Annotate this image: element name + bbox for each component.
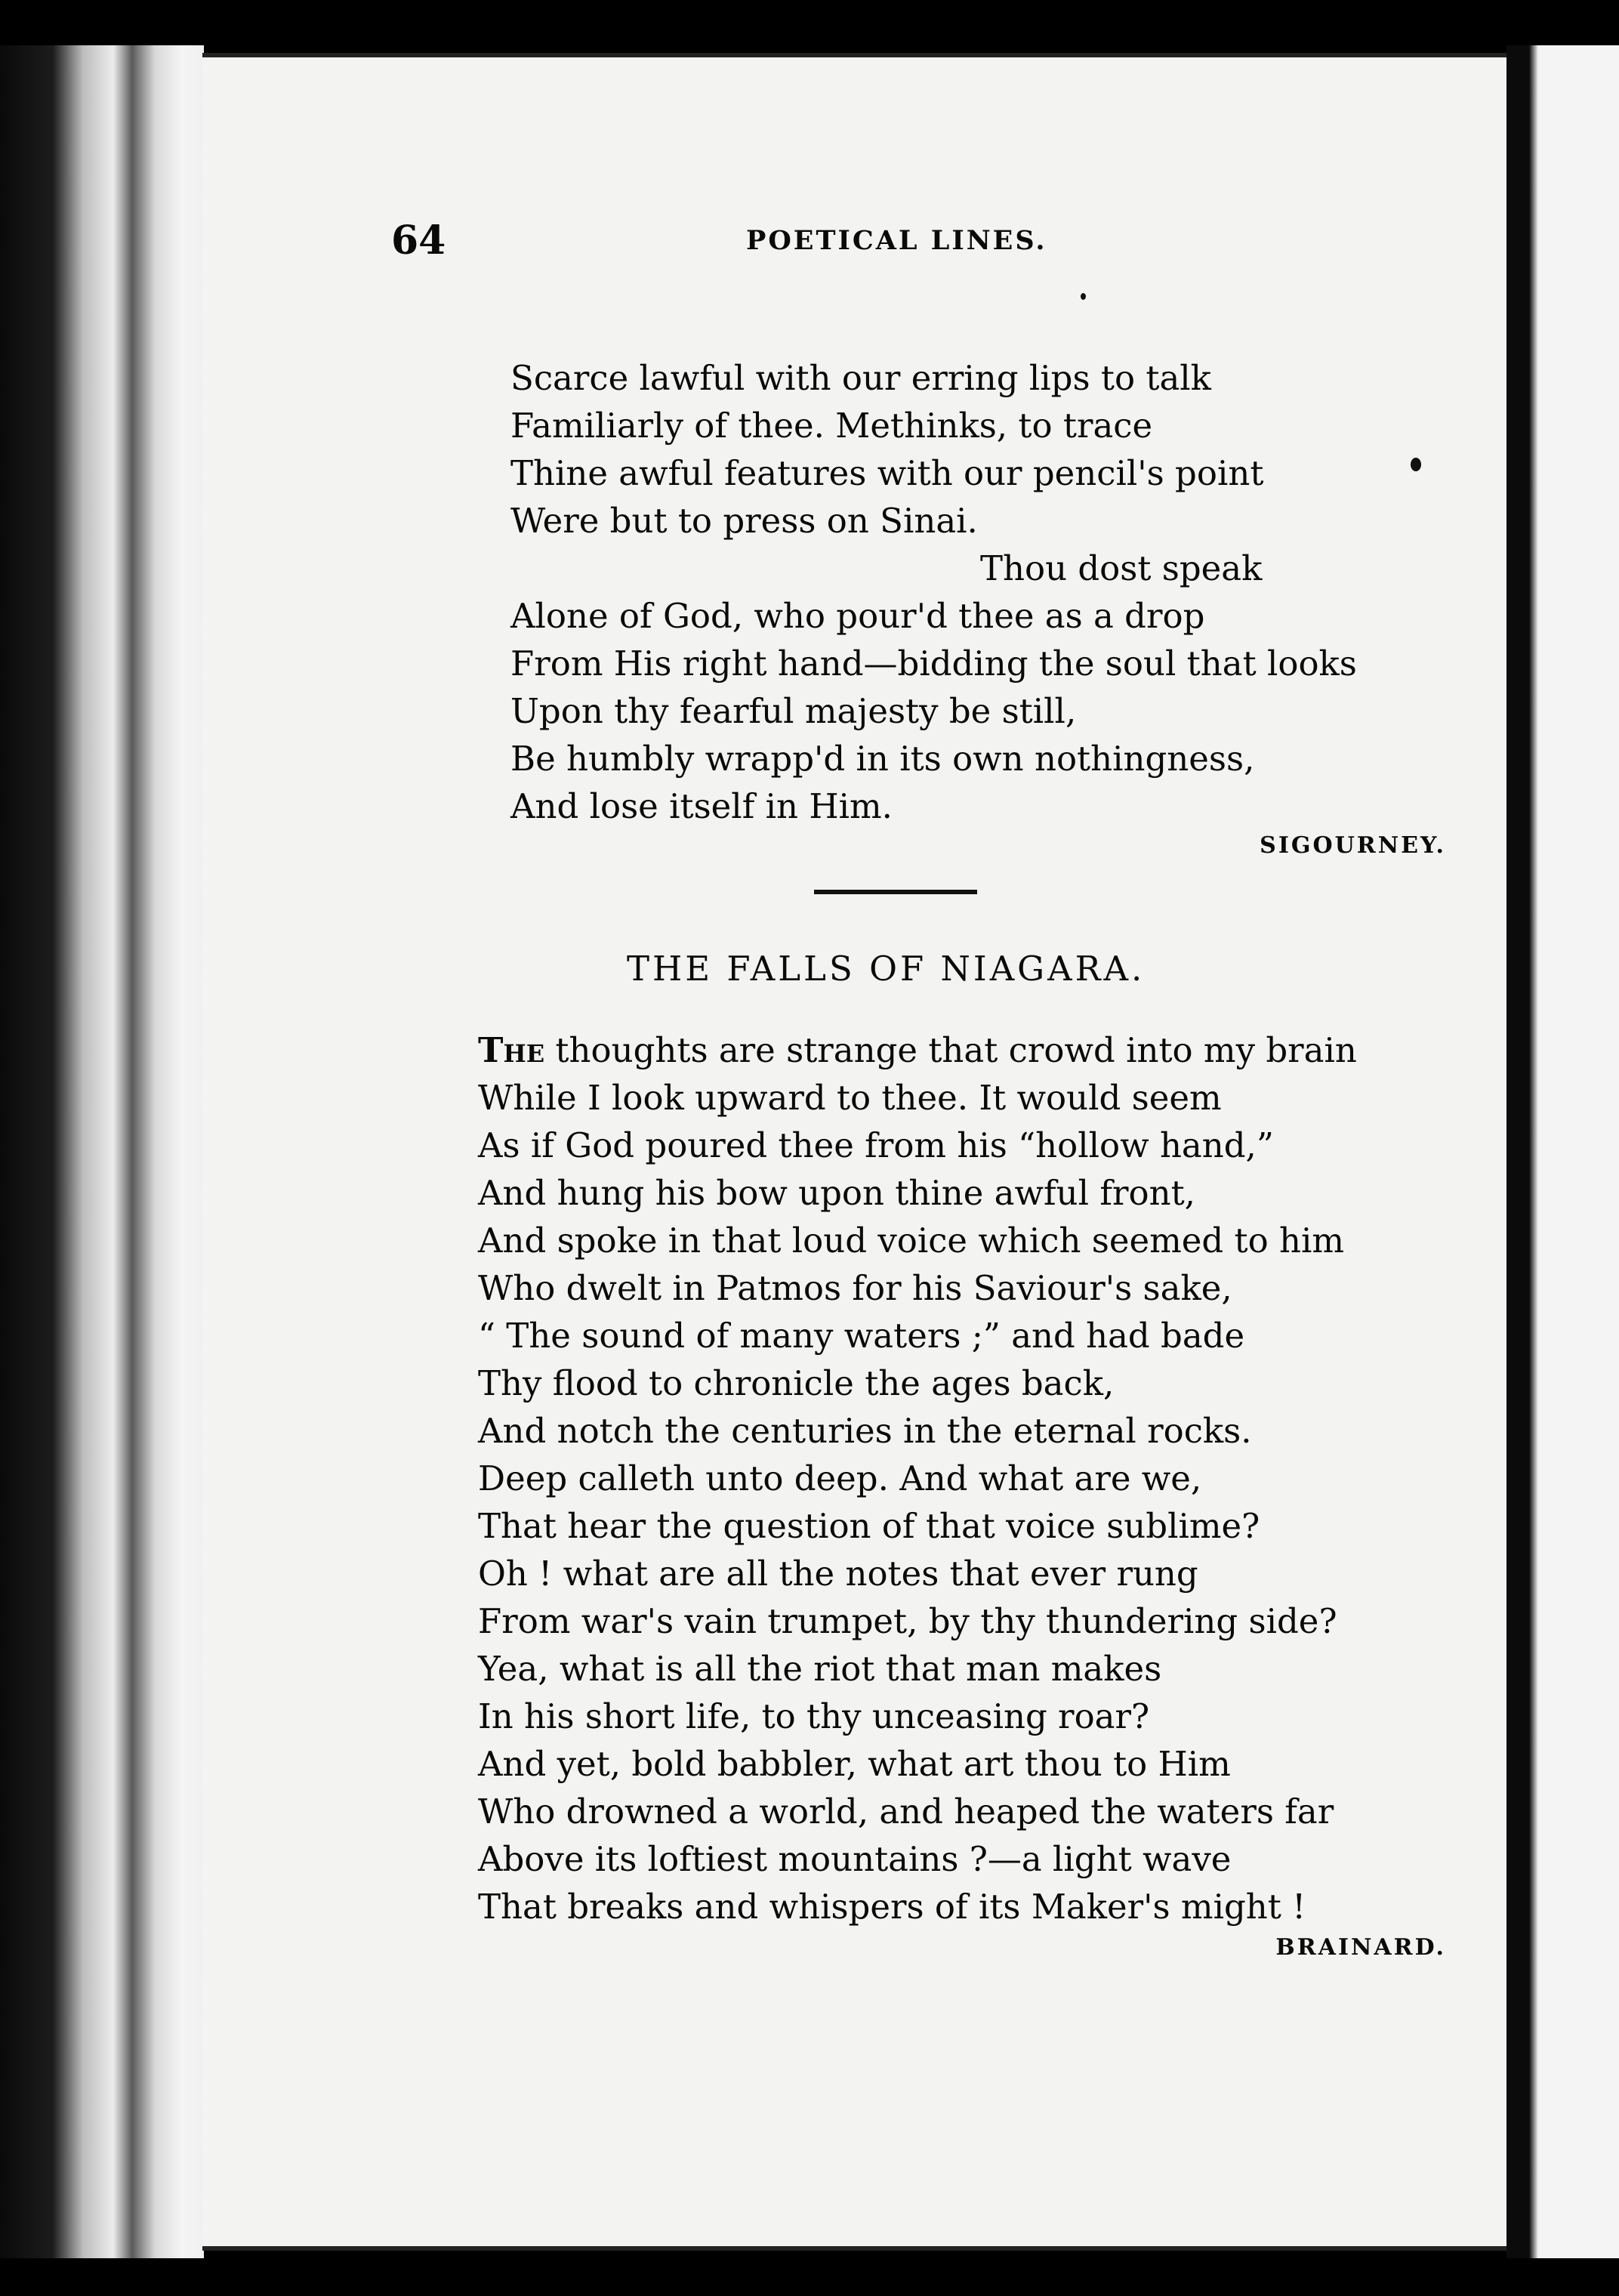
verse-line: And lose itself in Him.: [510, 786, 893, 826]
verse-line: Be humbly wrapp'd in its own nothingness,: [510, 739, 1255, 779]
verse-line: “ The sound of many waters ;” and had bade: [478, 1316, 1245, 1356]
verse-line: In his short life, to thy unceasing roar?: [478, 1696, 1150, 1736]
section-divider: [814, 890, 977, 894]
verse-line: Thy flood to chronicle the ages back,: [478, 1363, 1115, 1403]
verse-line: Were but to press on Sinai.: [510, 501, 978, 541]
first-line-rest: thoughts are strange that crowd into my brain: [544, 1030, 1357, 1070]
verse-line: That hear the question of that voice sublime?: [478, 1506, 1260, 1546]
verse-line: Thine awful features with our pencil's point: [510, 453, 1264, 493]
verse-line: And hung his bow upon thine awful front,: [478, 1173, 1195, 1213]
next-page-edge: [1506, 45, 1619, 2258]
verse-line: Upon thy fearful majesty be still,: [510, 691, 1077, 731]
verse-line: From His right hand—bidding the soul that looks: [510, 643, 1357, 684]
verse-line: Who drowned a world, and heaped the waters far: [478, 1791, 1334, 1832]
verse-line: Alone of God, who pour'd thee as a drop: [510, 596, 1205, 636]
book-spine-edge: [0, 45, 204, 2258]
verse-line: Yea, what is all the riot that man makes: [478, 1649, 1162, 1689]
verse-line: And spoke in that loud voice which seemed to him: [478, 1221, 1345, 1261]
page-sheet: [202, 53, 1506, 2251]
verse-line: And yet, bold babbler, what art thou to Him: [478, 1744, 1231, 1784]
verse-line: Scarce lawful with our erring lips to talk: [510, 358, 1211, 398]
running-head: POETICAL LINES.: [746, 225, 1047, 256]
verse-line-first: [478, 1026, 1357, 1074]
verse-line: Familiarly of thee. Methinks, to trace: [510, 406, 1153, 446]
poem-niagara: [478, 1026, 1357, 1930]
attribution-sigourney: SIGOURNEY.: [1260, 832, 1446, 859]
verse-line: From war's vain trumpet, by thy thundering side?: [478, 1601, 1337, 1641]
attribution-brainard: BRAINARD.: [1275, 1934, 1446, 1961]
verse-line: While I look upward to thee. It would seem: [478, 1078, 1222, 1118]
verse-line-indented: Thou dost speak: [980, 548, 1263, 588]
ink-speck: [1411, 458, 1421, 471]
poem-sigourney: [510, 354, 1357, 830]
verse-line: As if God poured thee from his “hollow hand,”: [478, 1125, 1274, 1165]
verse-line: Who dwelt in Patmos for his Saviour's sake,: [478, 1268, 1232, 1308]
verse-line: That breaks and whispers of its Maker's might !: [478, 1887, 1306, 1927]
verse-line: And notch the centuries in the eternal rocks.: [478, 1411, 1252, 1451]
verse-line: Oh ! what are all the notes that ever rung: [478, 1554, 1198, 1594]
verse-line: Above its loftiest mountains ?—a light wave: [478, 1839, 1232, 1879]
ink-speck: [1081, 293, 1086, 300]
first-word: The: [478, 1030, 545, 1070]
verse-line: Deep calleth unto deep. And what are we,: [478, 1458, 1202, 1498]
page-number: 64: [391, 218, 446, 264]
poem-title: THE FALLS OF NIAGARA.: [627, 949, 1146, 989]
